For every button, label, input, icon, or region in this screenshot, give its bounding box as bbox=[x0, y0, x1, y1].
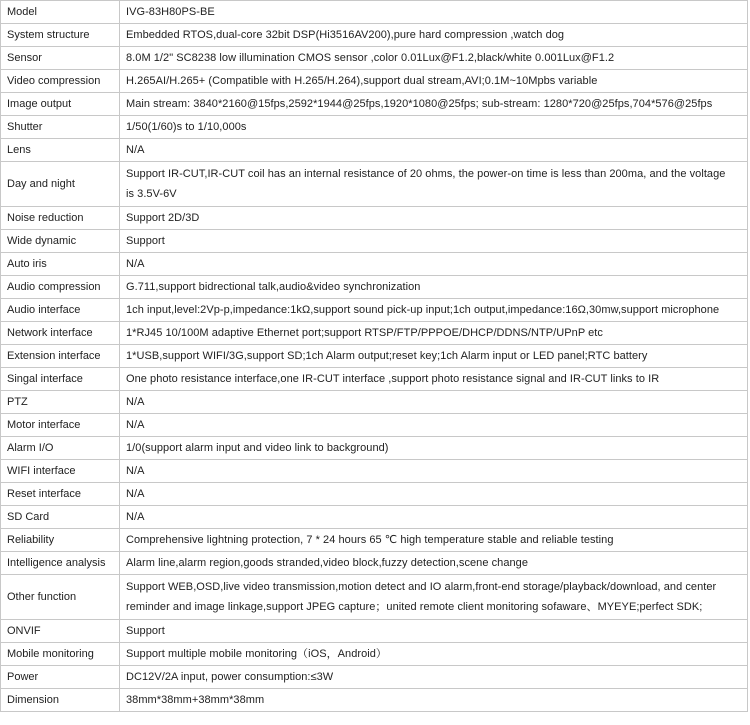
spec-row bbox=[1, 1, 748, 24]
spec-row bbox=[1, 575, 748, 620]
spec-value bbox=[120, 162, 748, 207]
spec-row bbox=[1, 47, 748, 70]
spec-value bbox=[120, 70, 748, 93]
spec-label: Mobile monitoring bbox=[1, 643, 120, 666]
spec-label: SD Card bbox=[1, 506, 120, 529]
spec-value bbox=[120, 575, 748, 620]
spec-row bbox=[1, 620, 748, 643]
spec-label: Dimension bbox=[1, 689, 120, 712]
spec-label: Reset interface bbox=[1, 483, 120, 506]
spec-row bbox=[1, 70, 748, 93]
spec-value bbox=[120, 93, 748, 116]
spec-value-line: reminder and image linkage,support JPEG capture；united remote client monitoring sofaware、MYEYE;perfect SDK; bbox=[126, 601, 703, 613]
spec-value bbox=[120, 322, 748, 345]
spec-row bbox=[1, 345, 748, 368]
spec-row bbox=[1, 666, 748, 689]
spec-row bbox=[1, 552, 748, 575]
spec-value-line: Support IR-CUT,IR-CUT coil has an internal resistance of 20 ohms, the power-on time is less than 200ma, and the voltage bbox=[126, 168, 726, 180]
spec-row bbox=[1, 414, 748, 437]
spec-value-line: Support 2D/3D bbox=[126, 212, 200, 224]
spec-label: PTZ bbox=[1, 391, 120, 414]
spec-value-line: N/A bbox=[126, 258, 145, 270]
spec-row bbox=[1, 643, 748, 666]
spec-label: Extension interface bbox=[1, 345, 120, 368]
spec-value-line: 38mm*38mm+38mm*38mm bbox=[126, 694, 265, 706]
spec-table-body bbox=[1, 1, 748, 712]
spec-label: ONVIF bbox=[1, 620, 120, 643]
spec-value-line: 1/0(support alarm input and video link to background) bbox=[126, 442, 389, 454]
spec-row bbox=[1, 391, 748, 414]
spec-row bbox=[1, 93, 748, 116]
spec-value bbox=[120, 643, 748, 666]
spec-value-line: Main stream: 3840*2160@15fps,2592*1944@25fps,1920*1080@25fps; sub-stream: 1280*720@25fps,704*576@25fps bbox=[126, 98, 713, 110]
spec-value-line: 1/50(1/60)s to 1/10,000s bbox=[126, 121, 247, 133]
spec-row bbox=[1, 368, 748, 391]
spec-label: Singal interface bbox=[1, 368, 120, 391]
spec-row bbox=[1, 276, 748, 299]
spec-value-line: 1*RJ45 10/100M adaptive Ethernet port;support RTSP/FTP/PPPOE/DHCP/DDNS/NTP/UPnP etc bbox=[126, 327, 603, 339]
spec-row bbox=[1, 506, 748, 529]
spec-value-line: Support bbox=[126, 235, 165, 247]
spec-value-line: Support multiple mobile monitoring（iOS，Android） bbox=[126, 648, 387, 660]
spec-label: Noise reduction bbox=[1, 207, 120, 230]
spec-row bbox=[1, 24, 748, 47]
spec-value bbox=[120, 139, 748, 162]
spec-row bbox=[1, 207, 748, 230]
spec-label: Network interface bbox=[1, 322, 120, 345]
spec-value-line: Support WEB,OSD,live video transmission,motion detect and IO alarm,front-end storage/playback/download, and center bbox=[126, 581, 717, 593]
spec-label: Wide dynamic bbox=[1, 230, 120, 253]
spec-label: Reliability bbox=[1, 529, 120, 552]
spec-value bbox=[120, 666, 748, 689]
spec-value bbox=[120, 506, 748, 529]
spec-row bbox=[1, 116, 748, 139]
spec-row bbox=[1, 437, 748, 460]
spec-label: Image output bbox=[1, 93, 120, 116]
spec-label: Day and night bbox=[1, 162, 120, 207]
spec-value-line: Embedded RTOS,dual-core 32bit DSP(Hi3516AV200),pure hard compression ,watch dog bbox=[126, 29, 565, 41]
spec-value bbox=[120, 116, 748, 139]
spec-value-line: is 3.5V-6V bbox=[126, 188, 177, 200]
spec-value-line: Alarm line,alarm region,goods stranded,video block,fuzzy detection,scene change bbox=[126, 557, 529, 569]
spec-value bbox=[120, 230, 748, 253]
spec-label: WIFI interface bbox=[1, 460, 120, 483]
spec-value-line: H.265AI/H.265+ (Compatible with H.265/H.264),support dual stream,AVI;0.1M~10Mpbs variable bbox=[126, 75, 598, 87]
spec-label: Audio compression bbox=[1, 276, 120, 299]
spec-value bbox=[120, 391, 748, 414]
spec-value-line: N/A bbox=[126, 396, 145, 408]
spec-label: Power bbox=[1, 666, 120, 689]
spec-value bbox=[120, 207, 748, 230]
spec-row bbox=[1, 299, 748, 322]
spec-value-line: 1ch input,level:2Vp-p,impedance:1kΩ,support sound pick-up input;1ch output,impedance:16Ω,30mw,support microphone bbox=[126, 304, 720, 316]
spec-value bbox=[120, 437, 748, 460]
spec-value bbox=[120, 689, 748, 712]
spec-value bbox=[120, 483, 748, 506]
spec-value bbox=[120, 552, 748, 575]
spec-label: Intelligence analysis bbox=[1, 552, 120, 575]
spec-row bbox=[1, 483, 748, 506]
spec-value-line: N/A bbox=[126, 419, 145, 431]
spec-value-line: IVG-83H80PS-BE bbox=[126, 6, 215, 18]
spec-value bbox=[120, 47, 748, 70]
spec-value bbox=[120, 345, 748, 368]
spec-value-line: One photo resistance interface,one IR-CUT interface ,support photo resistance signal and IR-CUT links to IR bbox=[126, 373, 660, 385]
spec-label: Alarm I/O bbox=[1, 437, 120, 460]
spec-value-line: Support bbox=[126, 625, 165, 637]
spec-value-line: 1*USB,support WIFI/3G,support SD;1ch Alarm output;reset key;1ch Alarm input or LED panel;RTC battery bbox=[126, 350, 648, 362]
spec-value bbox=[120, 299, 748, 322]
spec-label: Lens bbox=[1, 139, 120, 162]
spec-value-line: N/A bbox=[126, 465, 145, 477]
spec-row bbox=[1, 529, 748, 552]
spec-label: Other function bbox=[1, 575, 120, 620]
spec-row bbox=[1, 230, 748, 253]
spec-value bbox=[120, 620, 748, 643]
spec-value bbox=[120, 460, 748, 483]
spec-label: Shutter bbox=[1, 116, 120, 139]
spec-label: Sensor bbox=[1, 47, 120, 70]
spec-value bbox=[120, 276, 748, 299]
spec-value bbox=[120, 24, 748, 47]
spec-value-line: Comprehensive lightning protection, 7 * 24 hours 65 ℃ high temperature stable and reliable testing bbox=[126, 534, 614, 546]
spec-value-line: G.711,support bidrectional talk,audio&video synchronization bbox=[126, 281, 421, 293]
spec-value bbox=[120, 1, 748, 24]
spec-value-line: N/A bbox=[126, 488, 145, 500]
spec-value bbox=[120, 368, 748, 391]
spec-value bbox=[120, 414, 748, 437]
spec-row bbox=[1, 253, 748, 276]
spec-value-line: N/A bbox=[126, 144, 145, 156]
spec-label: Motor interface bbox=[1, 414, 120, 437]
spec-value bbox=[120, 253, 748, 276]
spec-label: Audio interface bbox=[1, 299, 120, 322]
spec-row bbox=[1, 139, 748, 162]
spec-label: Video compression bbox=[1, 70, 120, 93]
spec-label: System structure bbox=[1, 24, 120, 47]
spec-row bbox=[1, 460, 748, 483]
spec-value-line: N/A bbox=[126, 511, 145, 523]
spec-row bbox=[1, 162, 748, 207]
spec-value-line: 8.0M 1/2" SC8238 low illumination CMOS sensor ,color 0.01Lux@F1.2,black/white 0.001Lux@F1.2 bbox=[126, 52, 615, 64]
spec-row bbox=[1, 689, 748, 712]
spec-label: Auto iris bbox=[1, 253, 120, 276]
spec-value-line: DC12V/2A input, power consumption:≤3W bbox=[126, 671, 334, 683]
spec-label: Model bbox=[1, 1, 120, 24]
spec-value bbox=[120, 529, 748, 552]
spec-row bbox=[1, 322, 748, 345]
